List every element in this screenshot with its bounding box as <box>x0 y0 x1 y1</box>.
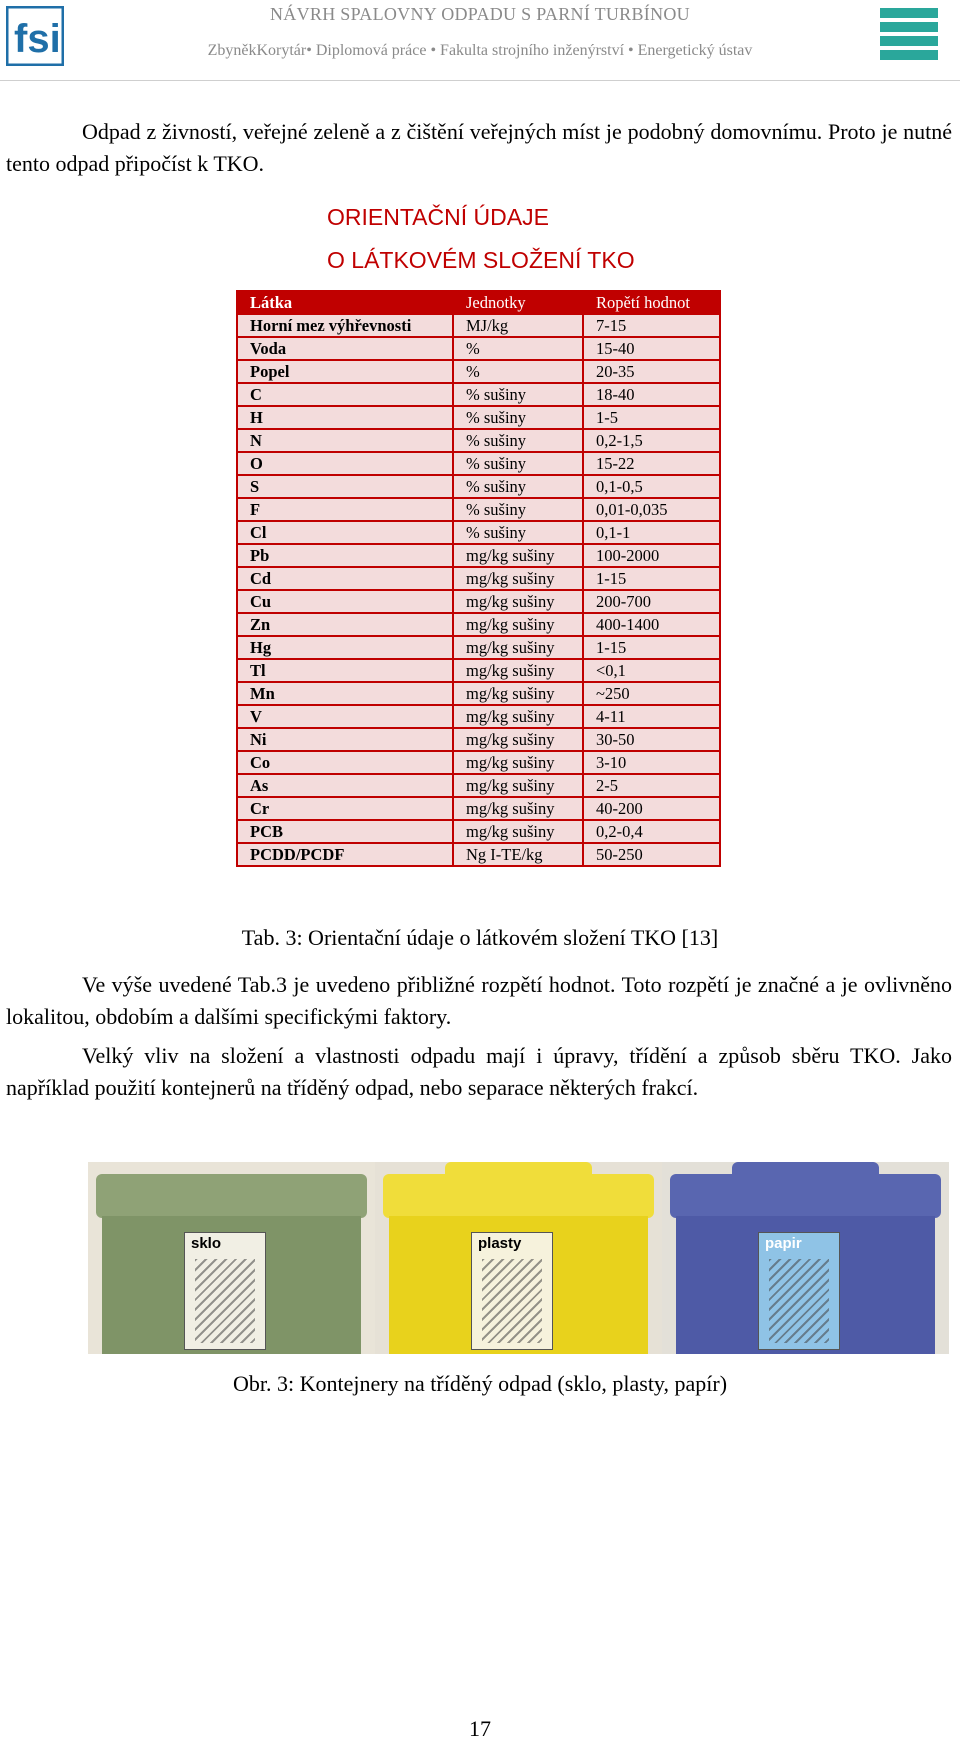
table-row <box>237 337 720 360</box>
table-cell: 4-11 <box>583 705 720 728</box>
table-caption: Tab. 3: Orientační údaje o látkovém složení TKO [13] <box>241 925 719 950</box>
paragraph-intro <box>6 116 952 180</box>
table-cell: PCB <box>237 820 453 843</box>
page-header <box>0 0 960 81</box>
table-cell: mg/kg sušiny <box>453 567 583 590</box>
table-cell: % <box>453 360 583 383</box>
table-row <box>237 498 720 521</box>
table-cell: mg/kg sušiny <box>453 797 583 820</box>
table-cell: Voda <box>237 337 453 360</box>
table-cell: % sušiny <box>453 383 583 406</box>
table-cell: 200-700 <box>583 590 720 613</box>
table-cell: Horní mez výhřevnosti <box>237 314 453 337</box>
energy-institute-logo-icon <box>880 6 938 66</box>
table-title-line2: O LÁTKOVÉM SLOŽENÍ TKO <box>327 247 635 273</box>
table-row <box>237 751 720 774</box>
table-cell: Cd <box>237 567 453 590</box>
table-cell: 0,1-0,5 <box>583 475 720 498</box>
glass-container-lid <box>96 1174 367 1218</box>
table-cell: 0,1-1 <box>583 521 720 544</box>
table-cell: Popel <box>237 360 453 383</box>
table-header-cell: Ropětí hodnot <box>583 291 720 314</box>
plastic-container <box>375 1162 662 1354</box>
table-cell: mg/kg sušiny <box>453 636 583 659</box>
table-row <box>237 452 720 475</box>
table-cell: Mn <box>237 682 453 705</box>
table-cell: 3-10 <box>583 751 720 774</box>
table-cell: N <box>237 429 453 452</box>
table-cell: Ng I-TE/kg <box>453 843 583 866</box>
table-cell: mg/kg sušiny <box>453 728 583 751</box>
table-cell: mg/kg sušiny <box>453 659 583 682</box>
paper-container <box>662 1162 949 1354</box>
containers-photo <box>88 1162 950 1354</box>
glass-label: sklo <box>191 1235 222 1252</box>
table-header-row <box>237 291 720 314</box>
table-row <box>237 429 720 452</box>
table-cell: 100-2000 <box>583 544 720 567</box>
table-title-line1: ORIENTAČNÍ ÚDAJE <box>327 204 549 230</box>
table-cell: Hg <box>237 636 453 659</box>
paragraph-range-text: Ve výše uvedené Tab.3 je uvedeno přibližné rozpětí hodnot. Toto rozpětí je značné a je ovlivněno lokalitou, obdobím a dalšími specifickými faktory. <box>6 972 952 1029</box>
glass-container <box>88 1162 375 1354</box>
table-row <box>237 774 720 797</box>
table-cell: C <box>237 383 453 406</box>
table-header-cell: Jednotky <box>453 291 583 314</box>
table-cell: 15-22 <box>583 452 720 475</box>
table-cell: mg/kg sušiny <box>453 820 583 843</box>
table-cell: 1-15 <box>583 567 720 590</box>
table-cell: 0,01-0,035 <box>583 498 720 521</box>
paragraph-influence-text: Velký vliv na složení a vlastnosti odpadu mají i úpravy, třídění a způsob sběru TKO. Jako například použití kontejnerů na tříděný odpad, nebo separace některých frakcí. <box>6 1043 952 1100</box>
table-header-cell: Látka <box>237 291 453 314</box>
table-row <box>237 728 720 751</box>
table-cell: Cl <box>237 521 453 544</box>
plastic-container-lid <box>383 1174 654 1218</box>
table-cell: mg/kg sušiny <box>453 682 583 705</box>
table-row <box>237 383 720 406</box>
table-row <box>237 843 720 866</box>
table-row <box>237 820 720 843</box>
table-cell: 20-35 <box>583 360 720 383</box>
table-cell: Cu <box>237 590 453 613</box>
table-cell: 30-50 <box>583 728 720 751</box>
table-row <box>237 659 720 682</box>
table-cell: H <box>237 406 453 429</box>
table-cell: Co <box>237 751 453 774</box>
plastic-label: plasty <box>478 1235 522 1252</box>
table-row <box>237 682 720 705</box>
table-row <box>237 360 720 383</box>
table-cell: PCDD/PCDF <box>237 843 453 866</box>
table-cell: 1-5 <box>583 406 720 429</box>
table-row <box>237 613 720 636</box>
header-subtitle: ZbyněkKorytár• Diplomová práce • Fakulta strojního inženýrství • Energetický ústav <box>207 42 753 59</box>
table-cell: % sušiny <box>453 406 583 429</box>
table-row <box>237 475 720 498</box>
table-cell: % sušiny <box>453 429 583 452</box>
table-cell: 0,2-0,4 <box>583 820 720 843</box>
table-cell: Zn <box>237 613 453 636</box>
glass-sticker <box>184 1232 266 1350</box>
paragraph-influence <box>6 1040 952 1104</box>
table-cell: mg/kg sušiny <box>453 705 583 728</box>
table-cell: Tl <box>237 659 453 682</box>
table-row <box>237 567 720 590</box>
page-number: 17 <box>469 1716 491 1741</box>
paper-sticker <box>758 1232 840 1350</box>
table-cell: <0,1 <box>583 659 720 682</box>
plastic-sticker <box>471 1232 553 1350</box>
table-cell: V <box>237 705 453 728</box>
table-cell: MJ/kg <box>453 314 583 337</box>
table-row <box>237 521 720 544</box>
table-row <box>237 636 720 659</box>
table-cell: % sušiny <box>453 452 583 475</box>
table-row <box>237 797 720 820</box>
table-cell: 1-15 <box>583 636 720 659</box>
table-row <box>237 544 720 567</box>
table-row <box>237 406 720 429</box>
table-cell: 40-200 <box>583 797 720 820</box>
figure-caption: Obr. 3: Kontejnery na tříděný odpad (sklo, plasty, papír) <box>232 1371 728 1396</box>
svg-text:fsi: fsi <box>14 17 61 61</box>
paper-container-lid <box>670 1174 941 1218</box>
table-cell: Pb <box>237 544 453 567</box>
table-cell: F <box>237 498 453 521</box>
composition-table <box>236 290 721 867</box>
table-cell: ~250 <box>583 682 720 705</box>
paragraph-range <box>6 969 952 1033</box>
table-cell: % sušiny <box>453 498 583 521</box>
table-cell: mg/kg sušiny <box>453 590 583 613</box>
header-title: NÁVRH SPALOVNY ODPADU S PARNÍ TURBÍNOU <box>270 4 690 24</box>
table-cell: % <box>453 337 583 360</box>
table-cell: 0,2-1,5 <box>583 429 720 452</box>
table-cell: Ni <box>237 728 453 751</box>
table-cell: % sušiny <box>453 521 583 544</box>
table-cell: 2-5 <box>583 774 720 797</box>
table-cell: mg/kg sušiny <box>453 544 583 567</box>
table-cell: 7-15 <box>583 314 720 337</box>
table-cell: 18-40 <box>583 383 720 406</box>
paper-label: papir <box>765 1235 802 1252</box>
table-cell: mg/kg sušiny <box>453 774 583 797</box>
table-row <box>237 705 720 728</box>
table-cell: % sušiny <box>453 475 583 498</box>
table-cell: mg/kg sušiny <box>453 613 583 636</box>
table-cell: Cr <box>237 797 453 820</box>
table-cell: As <box>237 774 453 797</box>
paragraph-intro-text: Odpad z živností, veřejné zeleně a z čištění veřejných míst je podobný domovnímu. Proto je nutné tento odpad připočíst k TKO. <box>6 119 952 176</box>
table-cell: O <box>237 452 453 475</box>
table-row <box>237 314 720 337</box>
table-cell: 50-250 <box>583 843 720 866</box>
table-cell: 400-1400 <box>583 613 720 636</box>
table-cell: 15-40 <box>583 337 720 360</box>
table-cell: mg/kg sušiny <box>453 751 583 774</box>
table-row <box>237 590 720 613</box>
table-cell: S <box>237 475 453 498</box>
